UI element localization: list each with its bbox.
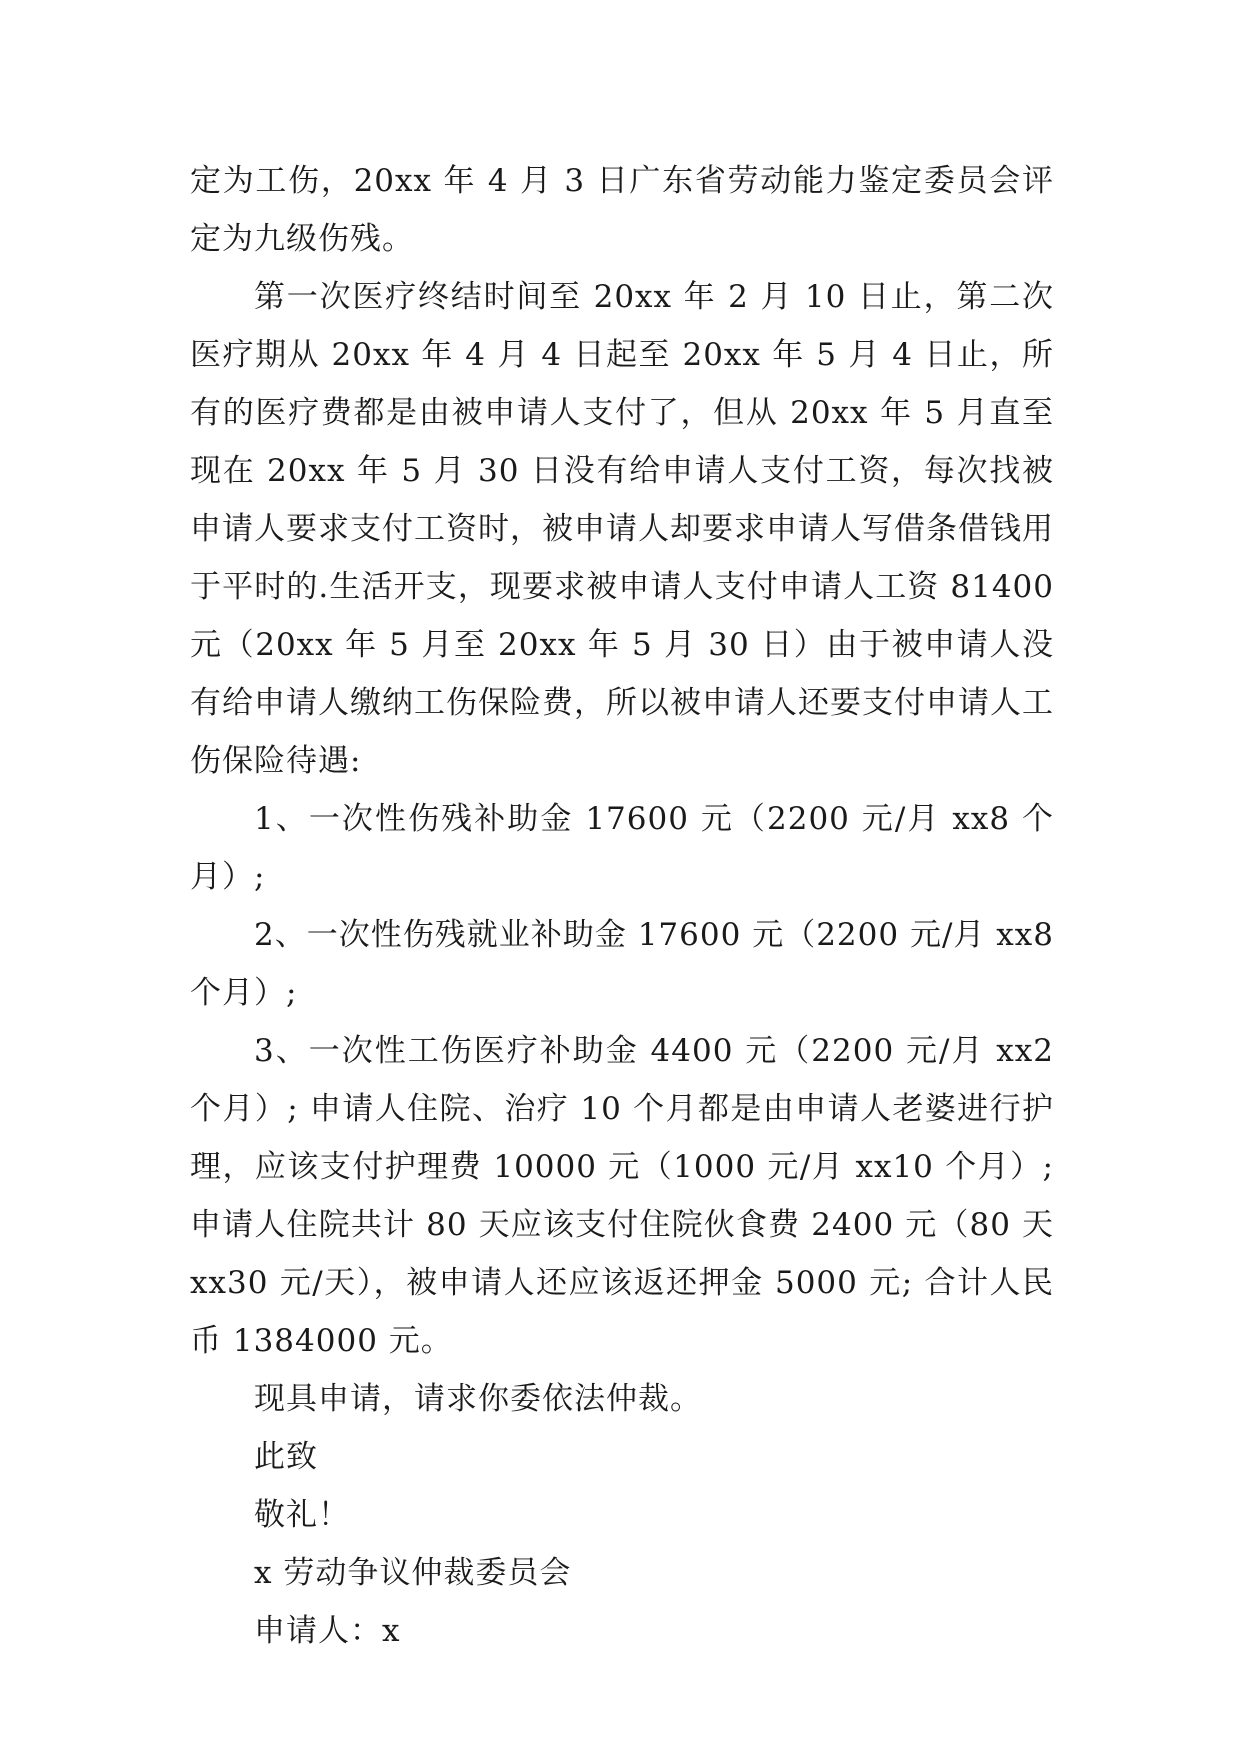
salutation-line-1: 此致 — [254, 1439, 318, 1475]
paragraph-injury-rating: 定为工伤，20xx 年 4 月 3 日广东省劳动能力鉴定委员会评定为九级伤残。 — [190, 163, 1054, 257]
salutation-line-2: 敬礼！ — [254, 1497, 350, 1533]
applicant-signature: 申请人：x — [254, 1613, 401, 1649]
claim-item-2: 2、一次性伤残就业补助金 17600 元（2200 元/月 xx8 个月）; — [190, 917, 1054, 1011]
paragraph-claim-details: 第一次医疗终结时间至 20xx 年 2 月 10 日止，第二次医疗期从 20xx 年 4 月 4 日起至 20xx 年 5 月 4 日止，所有的医疗费都是由被申请人支付了，但从 20xx 年 5 月直至现在 20xx 年 5 月 30 日没有给申请人支付工资，每次找被申请人要求支付工资时，被申请人却要求申请人写借条借钱用于平时的.生活开支，现要求被申请人支付申请人工资 81400 元（20xx 年 5 月至 20xx 年 5 月 30 日）由于被申请人没有给申请人缴纳工伤保险费，所以被申请人还要支付申请人工伤保险待遇: — [190, 279, 1054, 779]
paragraph-request: 现具申请，请求你委依法仲裁。 — [254, 1381, 702, 1417]
document-body — [190, 152, 1054, 1660]
recipient-committee: x 劳动争议仲裁委员会 — [254, 1555, 572, 1591]
claim-item-1: 1、一次性伤残补助金 17600 元（2200 元/月 xx8 个月）; — [190, 801, 1054, 895]
claim-item-3: 3、一次性工伤医疗补助金 4400 元（2200 元/月 xx2 个月）; 申请人住院、治疗 10 个月都是由申请人老婆进行护理，应该支付护理费 10000 元（1000 元/月 xx10 个月）; 申请人住院共计 80 天应该支付住院伙食费 2400 元（80 天 xx30 元/天），被申请人还应该返还押金 5000 元; 合计人民币 1384000 元。 — [190, 1033, 1054, 1359]
